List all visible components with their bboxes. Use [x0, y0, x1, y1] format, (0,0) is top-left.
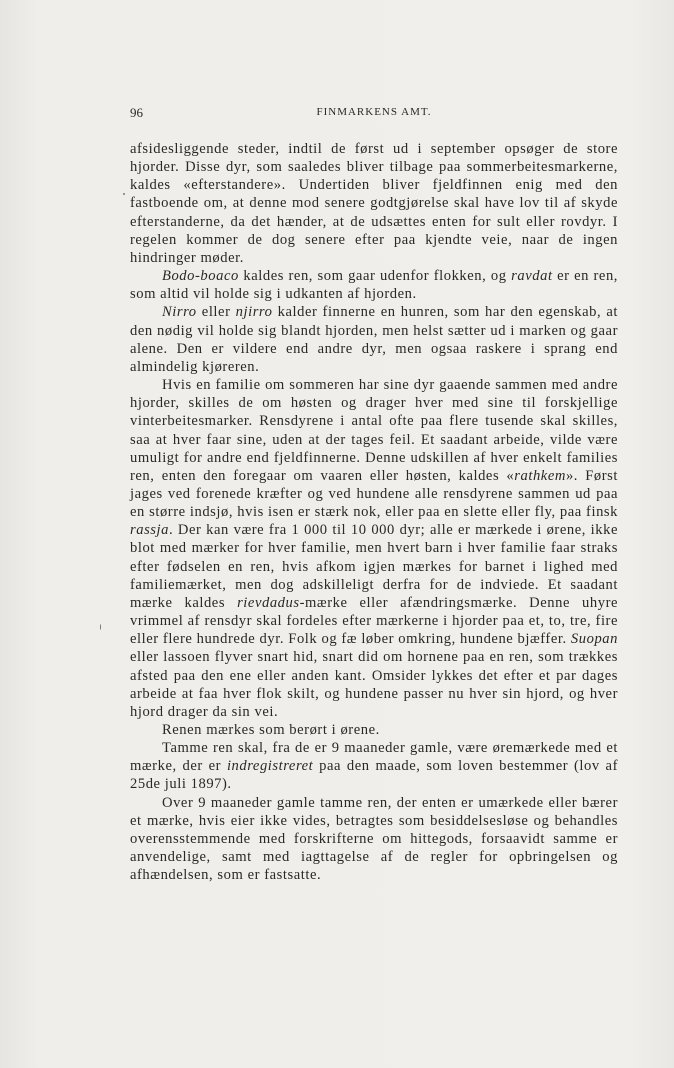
italic-term: Bodo-boaco [162, 268, 239, 285]
text-run: eller lassoen flyver snart hid, snart did om hornene paa en ren, som trækkes afsted paa den ene eller anden kant. Omsider lykkes det efter et par dages arbeide at faa hver flok skilt, og hundene passer nu hver sin hjord, og hver hjord drager da sin vei. [130, 649, 618, 720]
text-run: er en ren, som altid vil holde sig i udkanten af hjorden. [130, 268, 619, 303]
italic-term: Nirro [162, 304, 197, 321]
text-run: Hvis en familie om sommeren har sine dyr gaaende sammen med andre hjorder, skilles de om høsten og drager hver med sine til forskjellige vinterbeitesmarker. Rensdyrene i antal ofte paa flere tusende skal skilles, saa at hver faar sine, uden at der tages feil. Et saadant arbeide, vilde være umuligt for andre end fjeldfinnerne. Denne udskillen af hver enkelt families ren, enten den foregaar om vaaren eller høsten, kaldes « [130, 377, 618, 484]
page-header [130, 105, 618, 123]
text-run: Tamme ren skal, fra de er 9 maaneder gamle, være øremærkede med et mærke, der er [130, 740, 618, 775]
paragraph [130, 303, 618, 376]
italic-term: indregistreret [226, 758, 314, 775]
text-run: Renen mærkes som berørt i ørene. [162, 722, 380, 738]
paper-speck [123, 193, 125, 195]
italic-term: njirro [235, 304, 273, 321]
text-run: ». Først jages ved forenede kræfter og ved hundene alle rensdyrene sammen ud paa en større indsjø, hvis isen er stærk nok, eller paa en slette eller fly, paa finsk [130, 467, 618, 521]
paragraph [130, 376, 618, 721]
paragraph [130, 721, 618, 739]
text-run: kaldes ren, som gaar udenfor flokken, og [238, 268, 512, 285]
text-run: Over 9 maaneder gamle tamme ren, der enten er umærkede eller bærer et mærke, hvis eier ikke vides, betragtes som besiddelsesløse og behandles overensstemmende med forskrifterne om hittegods, forsaavidt samme er anvendelige, samt med iagttagelse af de regler for opbringelsen og afhændelsen, som er fastsatte. [130, 794, 618, 884]
paragraph [130, 794, 618, 885]
text-run: afsidesliggende steder, indtil de først ud i september opsøger de store hjorder. Disse dyr, som saaledes bliver tilbage paa sommerbeitesmarkerne, kaldes «efterstandere». Undertiden bliver fjeldfinnen enig med den fastboende om, at denne mod senere godtgjørelse skal have lov til af skyde efterstanderne, da det hænder, at de udsættes enten for sult eller rovdyr. I regelen kommer de dog senere efter paa kjendte veie, naar de ingen hindringer møder. [130, 141, 618, 266]
italic-term: ravdat [511, 268, 553, 285]
paragraph [130, 267, 618, 303]
text-run: eller [196, 304, 236, 321]
italic-term: rievdadus [237, 594, 300, 611]
italic-term: rathkem [514, 467, 566, 484]
text-run: kalder finnerne en hunren, som har den egenskab, at den nødig vil holde sig blandt hjorden, men helst sætter ud i marken og gaar alene. Den er vildere end andre dyr, men ogsaa raskere i sprang end almindelig kjøreren. [130, 304, 618, 375]
paragraph [130, 739, 618, 793]
text-run: -mærke eller afændringsmærke. Denne uhyre vrimmel af rensdyr skal fordeles efter mærkerne i hjorder paa et, to, tre, fire eller flere hundrede dyr. Folk og fæ løber omkring, hundene bjæffer. [130, 594, 619, 648]
running-title: FINMARKENS AMT. [316, 106, 432, 118]
body-text [130, 140, 618, 884]
italic-term: Suopan [570, 631, 618, 648]
text-run: paa den maade, som loven bestemmer (lov af 25de juli 1897). [130, 758, 618, 793]
paragraph [130, 140, 618, 267]
text-run: . Der kan være fra 1 000 til 10 000 dyr; alle er mærkede i ørene, ikke blot med mærker for hver familie, men hvert barn i hver familie faar straks efter fødselen en ren, hvis afkom igjen mærkes for barnet i lighed med familiemærket, men dog adskilleligt derfra for de indviede. Et saadant mærke kaldes [130, 522, 618, 611]
italic-term: rassja [130, 522, 169, 539]
paper-speck [100, 624, 101, 630]
page-number: 96 [130, 105, 143, 120]
